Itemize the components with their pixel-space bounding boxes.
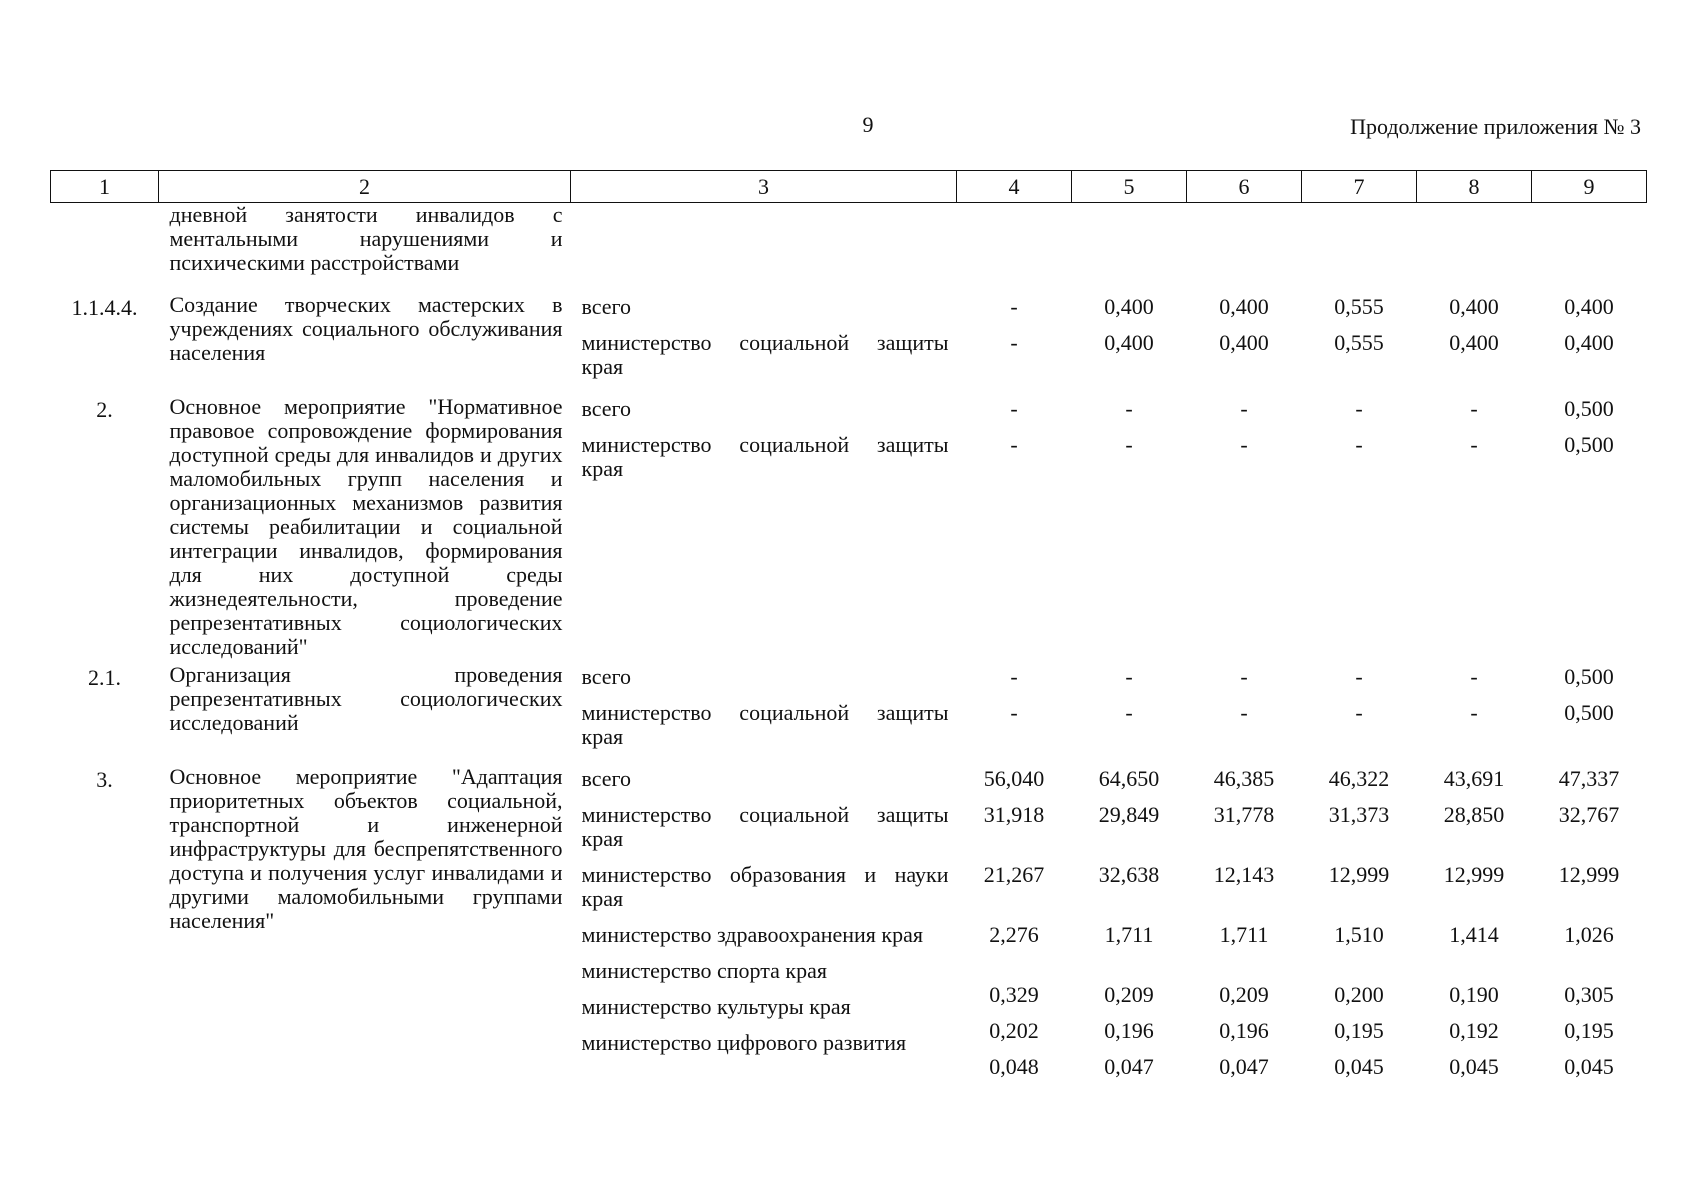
table-row <box>51 659 1647 761</box>
funding-value: - <box>1010 330 1018 355</box>
funding-value: 31,373 <box>1328 802 1390 827</box>
activity-name: Организация проведения репрезентативных социологических исследований <box>169 662 563 735</box>
activity-name: Основное мероприятие "Адаптация приоритетных объектов социальной, транспортной и инженерной инфраструктуры для беспрепятственного доступа и получения услуг инвалидами и другими маломобильными группами населения" <box>169 764 563 933</box>
funding-value: - <box>1125 432 1133 457</box>
year-column-4 <box>957 761 1072 1115</box>
funding-table <box>50 170 1647 1115</box>
column-header: 5 <box>1072 171 1187 203</box>
funding-value: 0,190 <box>1449 982 1499 1007</box>
funding-value: - <box>1240 700 1248 725</box>
funding-sources <box>571 659 957 761</box>
column-header: 2 <box>159 171 571 203</box>
funding-value: 0,400 <box>1104 330 1154 355</box>
year-column-4 <box>957 391 1072 659</box>
funding-value: 12,999 <box>1443 862 1505 887</box>
funding-value: 1,026 <box>1564 922 1614 947</box>
funding-value: 43,691 <box>1443 766 1505 791</box>
funding-value: - <box>1470 664 1478 689</box>
funding-value: 0,400 <box>1564 330 1614 355</box>
funding-value: - <box>1240 432 1248 457</box>
funding-value: 0,209 <box>1219 982 1269 1007</box>
year-column-7 <box>1302 391 1417 659</box>
funding-source: всего <box>581 294 632 319</box>
funding-value: 1,414 <box>1449 922 1499 947</box>
funding-value: - <box>1355 700 1363 725</box>
funding-value: 0,305 <box>1564 982 1614 1007</box>
column-header: 9 <box>1532 171 1647 203</box>
row-number: 2. <box>96 397 113 422</box>
funding-value: 0,555 <box>1334 330 1384 355</box>
column-number-header <box>51 171 1647 203</box>
funding-value: 0,195 <box>1334 1018 1384 1043</box>
row-number: 3. <box>96 767 113 792</box>
funding-value: 0,047 <box>1219 1054 1269 1079</box>
funding-value: 0,045 <box>1564 1054 1614 1079</box>
funding-source: министерство социальной защиты края <box>581 330 949 379</box>
year-column-9 <box>1532 761 1647 1115</box>
column-header: 6 <box>1187 171 1302 203</box>
funding-value: 0,400 <box>1219 294 1269 319</box>
funding-value: - <box>1010 294 1018 319</box>
funding-value: - <box>1010 396 1018 421</box>
funding-value: 1,510 <box>1334 922 1384 947</box>
year-column-7 <box>1302 659 1417 761</box>
year-column-6 <box>1187 391 1302 659</box>
column-header: 3 <box>571 171 957 203</box>
year-column-9 <box>1532 391 1647 659</box>
funding-value: 12,999 <box>1558 862 1620 887</box>
year-column-7 <box>1302 203 1417 290</box>
funding-sources <box>571 289 957 391</box>
year-column-5 <box>1072 761 1187 1115</box>
funding-value: 0,500 <box>1564 432 1614 457</box>
table-row <box>51 761 1647 1115</box>
funding-value: 56,040 <box>983 766 1045 791</box>
year-column-8 <box>1417 203 1532 290</box>
year-column-8 <box>1417 659 1532 761</box>
funding-value: 0,045 <box>1334 1054 1384 1079</box>
year-column-6 <box>1187 203 1302 290</box>
row-number: 2.1. <box>88 665 121 690</box>
table-row <box>51 203 1647 290</box>
activity-name: Создание творческих мастерских в учреждениях социального обслуживания населения <box>169 292 563 365</box>
funding-source: министерство здравоохранения края <box>581 922 923 947</box>
funding-value: 0,400 <box>1449 294 1499 319</box>
funding-source: министерство культуры края <box>581 994 851 1019</box>
funding-value: 0,202 <box>989 1018 1039 1043</box>
funding-value: - <box>1355 432 1363 457</box>
row-number: 1.1.4.4. <box>71 295 138 320</box>
funding-value: - <box>1470 700 1478 725</box>
page-number: 9 <box>862 112 874 137</box>
funding-value: 46,385 <box>1213 766 1275 791</box>
funding-source: министерство спорта края <box>581 958 827 983</box>
year-column-5 <box>1072 659 1187 761</box>
year-column-9 <box>1532 289 1647 391</box>
table-body <box>51 203 1647 1116</box>
column-header: 4 <box>957 171 1072 203</box>
funding-value: 31,778 <box>1213 802 1275 827</box>
funding-value: 1,711 <box>1104 922 1154 947</box>
funding-value: - <box>1470 432 1478 457</box>
funding-value: - <box>1125 700 1133 725</box>
funding-value: 31,918 <box>983 802 1045 827</box>
funding-value: 0,209 <box>1104 982 1154 1007</box>
year-column-5 <box>1072 203 1187 290</box>
funding-value: 0,500 <box>1564 700 1614 725</box>
year-column-8 <box>1417 391 1532 659</box>
funding-value: 0,045 <box>1449 1054 1499 1079</box>
funding-source: всего <box>581 396 632 421</box>
funding-value: 0,048 <box>989 1054 1039 1079</box>
funding-source: министерство социальной защиты края <box>581 802 949 851</box>
year-column-5 <box>1072 289 1187 391</box>
funding-source: министерство цифрового развития <box>581 1030 907 1055</box>
funding-value: 0,196 <box>1219 1018 1269 1043</box>
funding-value: - <box>1010 664 1018 689</box>
funding-value: - <box>1125 664 1133 689</box>
funding-value: 1,711 <box>1219 922 1269 947</box>
year-column-9 <box>1532 659 1647 761</box>
year-column-7 <box>1302 761 1417 1115</box>
funding-value: 21,267 <box>983 862 1045 887</box>
funding-value: - <box>1010 700 1018 725</box>
funding-value: - <box>1010 432 1018 457</box>
appendix-continuation-note: Продолжение приложения № 3 <box>1350 114 1641 139</box>
year-column-6 <box>1187 659 1302 761</box>
funding-source: всего <box>581 664 632 689</box>
funding-value: 0,196 <box>1104 1018 1154 1043</box>
funding-value: 0,555 <box>1334 294 1384 319</box>
funding-value: - <box>1240 396 1248 421</box>
funding-value: 0,329 <box>989 982 1039 1007</box>
year-column-4 <box>957 203 1072 290</box>
column-header: 1 <box>51 171 159 203</box>
funding-value: 0,400 <box>1104 294 1154 319</box>
funding-value: - <box>1355 396 1363 421</box>
year-column-7 <box>1302 289 1417 391</box>
funding-value: 2,276 <box>989 922 1039 947</box>
funding-value: 0,192 <box>1449 1018 1499 1043</box>
funding-value: - <box>1125 396 1133 421</box>
funding-source: министерство социальной защиты края <box>581 700 949 749</box>
funding-value: - <box>1240 664 1248 689</box>
activity-name: дневной занятости инвалидов с ментальными нарушениями и психическими расстройствами <box>169 202 563 275</box>
funding-value: 0,400 <box>1219 330 1269 355</box>
row-number <box>51 203 159 290</box>
funding-value: 64,650 <box>1098 766 1160 791</box>
year-column-4 <box>957 659 1072 761</box>
funding-source: министерство образования и науки края <box>581 862 949 911</box>
funding-value: 0,500 <box>1564 396 1614 421</box>
year-column-6 <box>1187 761 1302 1115</box>
funding-value: - <box>1470 396 1478 421</box>
funding-value: 0,400 <box>1449 330 1499 355</box>
table-row <box>51 391 1647 659</box>
year-column-5 <box>1072 391 1187 659</box>
funding-value: 47,337 <box>1558 766 1620 791</box>
funding-value: 32,767 <box>1558 802 1620 827</box>
funding-value: 0,047 <box>1104 1054 1154 1079</box>
funding-value: 0,195 <box>1564 1018 1614 1043</box>
year-column-4 <box>957 289 1072 391</box>
table-row <box>51 289 1647 391</box>
activity-name: Основное мероприятие "Нормативное правовое сопровождение формирования доступной среды для инвалидов и других маломобильных групп населения и организационных механизмов развития системы реабилитации и социальной интеграции инвалидов, формирования для них доступной среды жизнедеятельности, проведение репрезентативных социологических исследований" <box>169 394 563 659</box>
funding-sources <box>571 203 957 290</box>
funding-source: всего <box>581 766 632 791</box>
funding-value: - <box>1355 664 1363 689</box>
funding-source: министерство социальной защиты края <box>581 432 949 481</box>
funding-value: 12,999 <box>1328 862 1390 887</box>
year-column-9 <box>1532 203 1647 290</box>
column-header: 7 <box>1302 171 1417 203</box>
funding-value: 0,500 <box>1564 664 1614 689</box>
funding-value: 0,200 <box>1334 982 1384 1007</box>
funding-sources <box>571 761 957 1115</box>
funding-value: 28,850 <box>1443 802 1505 827</box>
column-header: 8 <box>1417 171 1532 203</box>
funding-value: 29,849 <box>1098 802 1160 827</box>
funding-value: 46,322 <box>1328 766 1390 791</box>
year-column-8 <box>1417 761 1532 1115</box>
funding-value: 12,143 <box>1213 862 1275 887</box>
year-column-8 <box>1417 289 1532 391</box>
funding-value: 0,400 <box>1564 294 1614 319</box>
funding-value: 32,638 <box>1098 862 1160 887</box>
year-column-6 <box>1187 289 1302 391</box>
funding-sources <box>571 391 957 659</box>
